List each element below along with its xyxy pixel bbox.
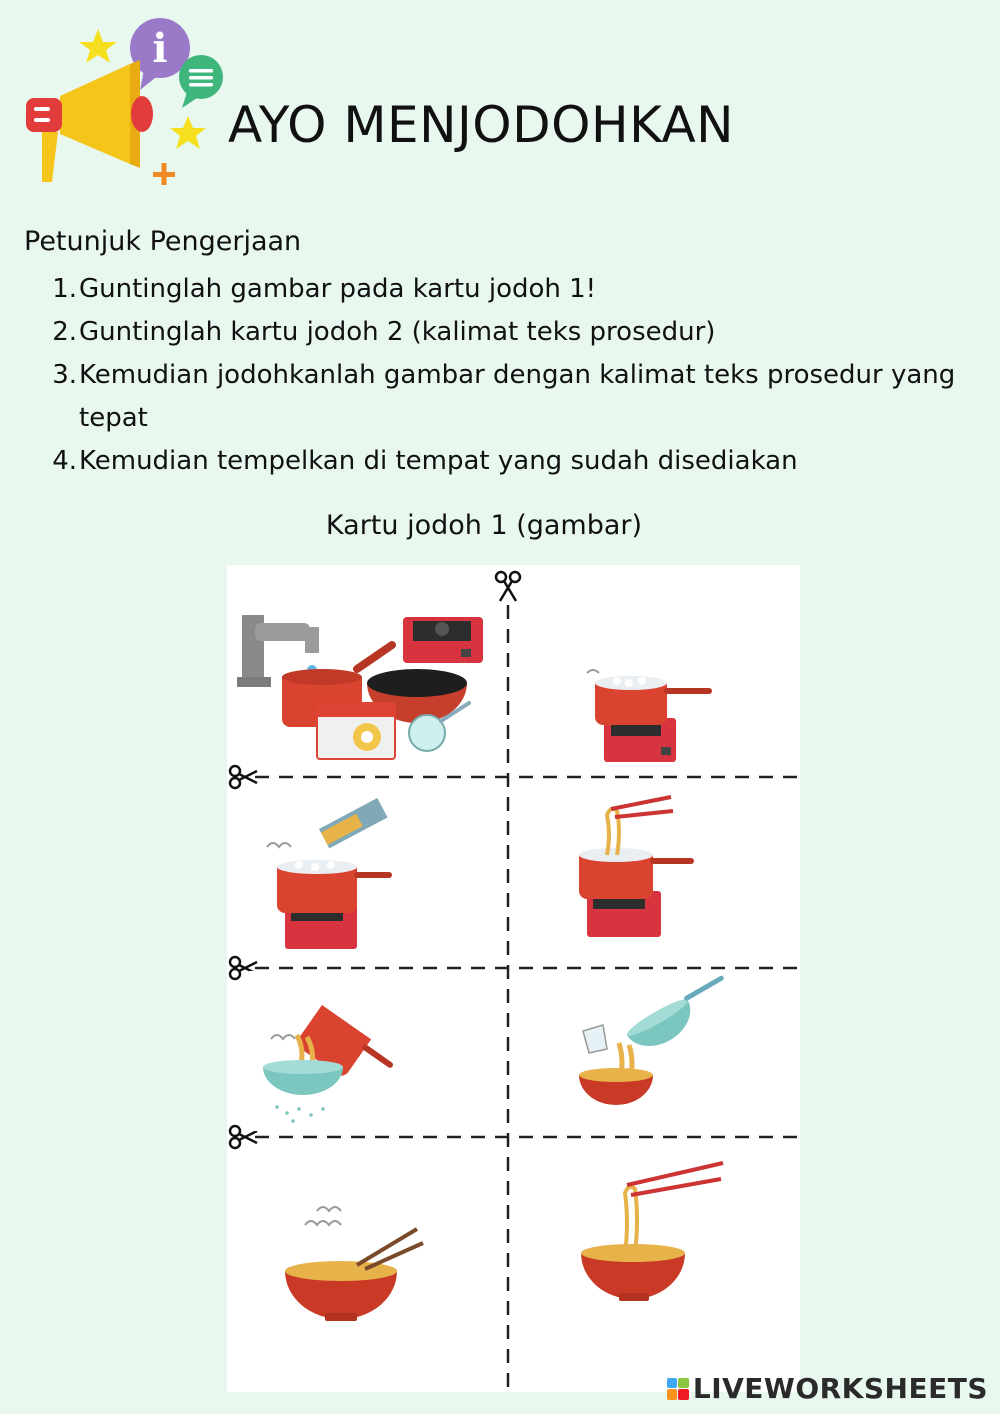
matching-card-1 [227, 565, 800, 1392]
instruction-step [40, 354, 995, 440]
instruction-step [40, 440, 995, 483]
step-number: 4. [52, 446, 77, 476]
step-number: 3. [52, 360, 77, 390]
step-text: Kemudian jodohkanlah gambar dengan kalimat teks prosedur yang tepat [79, 360, 956, 433]
scissors-icon [230, 766, 257, 788]
step-text: Guntinglah kartu jodoh 2 (kalimat teks prosedur) [79, 317, 716, 347]
liveworksheets-watermark [667, 1372, 988, 1405]
step-text: Kemudian tempelkan di tempat yang sudah disediakan [79, 446, 798, 476]
step-number: 2. [52, 317, 77, 347]
pouring-noodles-into-bowl-picture [549, 975, 747, 1131]
instructions-heading: Petunjuk Pengerjaan [24, 226, 302, 257]
adding-noodles-to-pot-picture [267, 798, 389, 949]
scissors-icon [496, 572, 520, 601]
step-text: Guntinglah gambar pada kartu jodoh 1! [79, 274, 597, 304]
draining-noodles-into-strainer-picture [249, 971, 397, 1131]
boiling-water-on-stove-picture [587, 670, 709, 762]
watermark-text: LIVEWORKSHEETS [692, 1372, 988, 1405]
ingredients-and-tools-picture [237, 615, 483, 759]
card-caption: Kartu jodoh 1 (gambar) [325, 510, 643, 541]
stirring-noodles-with-chopsticks-picture [579, 797, 691, 937]
liveworksheets-logo-icon [667, 1378, 689, 1400]
svg-text:i: i [152, 25, 168, 72]
step-number: 1. [52, 274, 77, 304]
page-title: AYO MENJODOHKAN [228, 96, 735, 154]
instruction-step [40, 311, 995, 354]
instructions-list [40, 268, 995, 483]
megaphone-logo-icon [22, 12, 232, 192]
noodles-in-bowl-steaming-picture [243, 1185, 489, 1370]
instruction-step [40, 268, 995, 311]
lifting-noodles-with-chopsticks-picture [577, 1163, 723, 1345]
